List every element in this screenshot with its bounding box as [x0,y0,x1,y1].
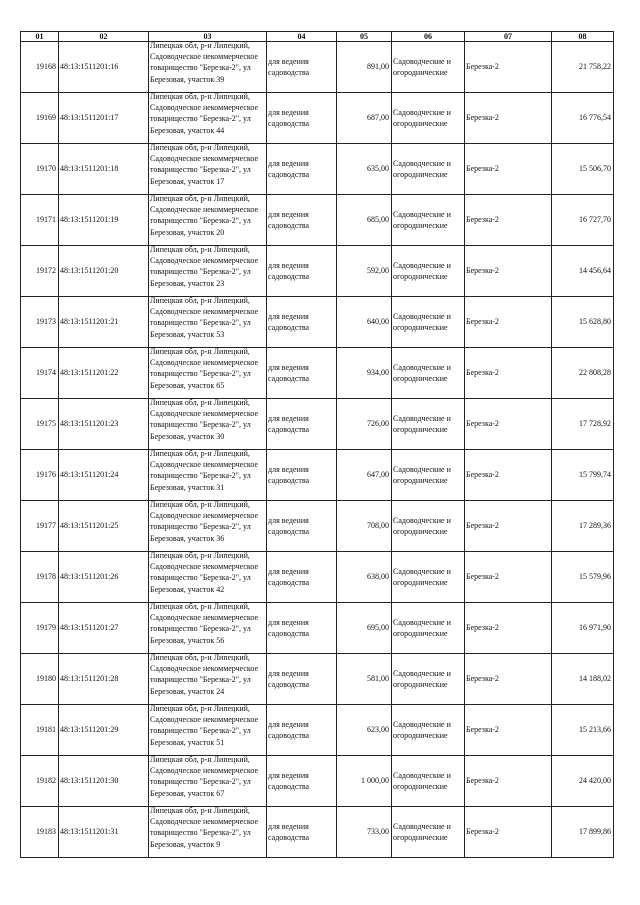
area-cell: 726,00 [337,399,392,450]
col-header-08: 08 [552,32,614,42]
cadastral-value-cell: 17 899,86 [552,807,614,858]
table-row [21,42,614,93]
row-number-cell: 19172 [21,246,59,297]
area-cell: 623,00 [337,705,392,756]
category-cell: Садоводческие и огороднические [392,246,465,297]
col-header-06: 06 [392,32,465,42]
register-sheet [20,31,613,858]
cadastral-value-cell: 21 758,22 [552,42,614,93]
col-header-04: 04 [267,32,337,42]
cadastral-number-cell: 48:13:1511201:21 [59,297,149,348]
row-number-cell: 19179 [21,603,59,654]
table-row [21,705,614,756]
cadastral-value-cell: 16 727,70 [552,195,614,246]
partnership-name-cell: Березка-2 [465,501,552,552]
permitted-use-cell: для ведения садоводства [267,42,337,93]
table-row [21,654,614,705]
area-cell: 592,00 [337,246,392,297]
category-cell: Садоводческие и огороднические [392,654,465,705]
cadastral-value-cell: 17 289,36 [552,501,614,552]
table-row [21,93,614,144]
cadastral-value-cell: 16 776,54 [552,93,614,144]
address-cell [149,144,267,195]
permitted-use-cell: для ведения садоводства [267,705,337,756]
cadastral-value-cell: 14 456,64 [552,246,614,297]
cadastral-value-cell: 15 506,70 [552,144,614,195]
partnership-name-cell: Березка-2 [465,450,552,501]
address-cell [149,654,267,705]
row-number-cell: 19169 [21,93,59,144]
address-text: Липецкая обл, р-н Липецкий, Садоводческое некоммерческое товарищество "Березка-2", ул Березовая, участок 65 [150,347,259,390]
address-cell [149,552,267,603]
cadastral-value-cell: 22 808,28 [552,348,614,399]
cadastral-value-cell: 15 799,74 [552,450,614,501]
table-row [21,552,614,603]
cadastral-number-cell: 48:13:1511201:31 [59,807,149,858]
address-text: Липецкая обл, р-н Липецкий, Садоводческое некоммерческое товарищество "Березка-2", ул Березовая, участок 42 [150,551,259,594]
partnership-name-cell: Березка-2 [465,144,552,195]
permitted-use-cell: для ведения садоводства [267,552,337,603]
category-cell: Садоводческие и огороднические [392,42,465,93]
address-text: Липецкая обл, р-н Липецкий, Садоводческое некоммерческое товарищество "Березка-2", ул Березовая, участок 53 [150,296,259,339]
table-row [21,246,614,297]
cadastral-number-cell: 48:13:1511201:26 [59,552,149,603]
area-cell: 733,00 [337,807,392,858]
cadastral-number-cell: 48:13:1511201:17 [59,93,149,144]
partnership-name-cell: Березка-2 [465,654,552,705]
area-cell: 1 000,00 [337,756,392,807]
address-text: Липецкая обл, р-н Липецкий, Садоводческое некоммерческое товарищество "Березка-2", ул Березовая, участок 23 [150,245,259,288]
cadastral-number-cell: 48:13:1511201:28 [59,654,149,705]
partnership-name-cell: Березка-2 [465,399,552,450]
address-cell [149,807,267,858]
address-text: Липецкая обл, р-н Липецкий, Садоводческое некоммерческое товарищество "Березка-2", ул Березовая, участок 51 [150,704,259,747]
address-cell [149,195,267,246]
cadastral-value-cell: 24 420,00 [552,756,614,807]
cadastral-number-cell: 48:13:1511201:25 [59,501,149,552]
permitted-use-cell: для ведения садоводства [267,807,337,858]
category-cell: Садоводческие и огороднические [392,297,465,348]
address-text: Липецкая обл, р-н Липецкий, Садоводческое некоммерческое товарищество "Березка-2", ул Березовая, участок 20 [150,194,259,237]
address-text: Липецкая обл, р-н Липецкий, Садоводческое некоммерческое товарищество "Березка-2", ул Березовая, участок 17 [150,143,259,186]
permitted-use-cell: для ведения садоводства [267,195,337,246]
row-number-cell: 19173 [21,297,59,348]
address-text: Липецкая обл, р-н Липецкий, Садоводческое некоммерческое товарищество "Березка-2", ул Березовая, участок 67 [150,755,259,798]
col-header-07: 07 [465,32,552,42]
address-cell [149,603,267,654]
table-row [21,297,614,348]
col-header-01: 01 [21,32,59,42]
table-row [21,399,614,450]
area-cell: 640,00 [337,297,392,348]
partnership-name-cell: Березка-2 [465,246,552,297]
address-cell [149,399,267,450]
category-cell: Садоводческие и огороднические [392,450,465,501]
cadastral-value-cell: 15 579,96 [552,552,614,603]
area-cell: 687,00 [337,93,392,144]
area-cell: 638,00 [337,552,392,603]
row-number-cell: 19174 [21,348,59,399]
permitted-use-cell: для ведения садоводства [267,246,337,297]
permitted-use-cell: для ведения садоводства [267,603,337,654]
land-plot-table [20,31,614,858]
address-text: Липецкая обл, р-н Липецкий, Садоводческое некоммерческое товарищество "Березка-2", ул Березовая, участок 56 [150,602,259,645]
cadastral-number-cell: 48:13:1511201:16 [59,42,149,93]
cadastral-number-cell: 48:13:1511201:22 [59,348,149,399]
area-cell: 581,00 [337,654,392,705]
area-cell: 891,00 [337,42,392,93]
partnership-name-cell: Березка-2 [465,807,552,858]
address-text: Липецкая обл, р-н Липецкий, Садоводческое некоммерческое товарищество "Березка-2", ул Березовая, участок 30 [150,398,259,441]
category-cell: Садоводческие и огороднические [392,348,465,399]
category-cell: Садоводческие и огороднические [392,399,465,450]
address-cell [149,246,267,297]
area-cell: 635,00 [337,144,392,195]
table-row [21,756,614,807]
row-number-cell: 19182 [21,756,59,807]
row-number-cell: 19175 [21,399,59,450]
partnership-name-cell: Березка-2 [465,552,552,603]
row-number-cell: 19168 [21,42,59,93]
category-cell: Садоводческие и огороднические [392,93,465,144]
partnership-name-cell: Березка-2 [465,348,552,399]
table-row [21,501,614,552]
area-cell: 934,00 [337,348,392,399]
partnership-name-cell: Березка-2 [465,705,552,756]
category-cell: Садоводческие и огороднические [392,705,465,756]
category-cell: Садоводческие и огороднические [392,603,465,654]
permitted-use-cell: для ведения садоводства [267,93,337,144]
table-row [21,144,614,195]
area-cell: 708,00 [337,501,392,552]
permitted-use-cell: для ведения садоводства [267,348,337,399]
address-text: Липецкая обл, р-н Липецкий, Садоводческое некоммерческое товарищество "Березка-2", ул Березовая, участок 36 [150,500,259,543]
address-text: Липецкая обл, р-н Липецкий, Садоводческое некоммерческое товарищество "Березка-2", ул Березовая, участок 44 [150,92,259,135]
category-cell: Садоводческие и огороднические [392,552,465,603]
partnership-name-cell: Березка-2 [465,603,552,654]
area-cell: 695,00 [337,603,392,654]
cadastral-value-cell: 17 728,92 [552,399,614,450]
address-text: Липецкая обл, р-н Липецкий, Садоводческое некоммерческое товарищество "Березка-2", ул Березовая, участок 9 [150,806,259,849]
cadastral-number-cell: 48:13:1511201:27 [59,603,149,654]
row-number-cell: 19171 [21,195,59,246]
row-number-cell: 19170 [21,144,59,195]
row-number-cell: 19177 [21,501,59,552]
col-header-05: 05 [337,32,392,42]
permitted-use-cell: для ведения садоводства [267,399,337,450]
partnership-name-cell: Березка-2 [465,756,552,807]
category-cell: Садоводческие и огороднические [392,756,465,807]
address-text: Липецкая обл, р-н Липецкий, Садоводческое некоммерческое товарищество "Березка-2", ул Березовая, участок 31 [150,449,259,492]
partnership-name-cell: Березка-2 [465,93,552,144]
cadastral-number-cell: 48:13:1511201:29 [59,705,149,756]
cadastral-number-cell: 48:13:1511201:20 [59,246,149,297]
address-cell [149,450,267,501]
cadastral-value-cell: 15 213,66 [552,705,614,756]
table-row [21,807,614,858]
address-cell [149,501,267,552]
row-number-cell: 19183 [21,807,59,858]
cadastral-value-cell: 14 188,02 [552,654,614,705]
cadastral-number-cell: 48:13:1511201:30 [59,756,149,807]
address-cell [149,42,267,93]
address-cell [149,93,267,144]
permitted-use-cell: для ведения садоводства [267,756,337,807]
address-text: Липецкая обл, р-н Липецкий, Садоводческое некоммерческое товарищество "Березка-2", ул Березовая, участок 24 [150,653,259,696]
partnership-name-cell: Березка-2 [465,195,552,246]
row-number-cell: 19176 [21,450,59,501]
category-cell: Садоводческие и огороднические [392,144,465,195]
permitted-use-cell: для ведения садоводства [267,297,337,348]
permitted-use-cell: для ведения садоводства [267,144,337,195]
table-row [21,603,614,654]
col-header-02: 02 [59,32,149,42]
cadastral-number-cell: 48:13:1511201:23 [59,399,149,450]
cadastral-number-cell: 48:13:1511201:19 [59,195,149,246]
category-cell: Садоводческие и огороднические [392,501,465,552]
table-row [21,195,614,246]
area-cell: 647,00 [337,450,392,501]
row-number-cell: 19178 [21,552,59,603]
address-cell [149,297,267,348]
cadastral-number-cell: 48:13:1511201:24 [59,450,149,501]
partnership-name-cell: Березка-2 [465,42,552,93]
address-cell [149,756,267,807]
address-cell [149,705,267,756]
row-number-cell: 19181 [21,705,59,756]
cadastral-value-cell: 15 628,80 [552,297,614,348]
col-header-03: 03 [149,32,267,42]
address-cell [149,348,267,399]
header-row [21,32,614,42]
permitted-use-cell: для ведения садоводства [267,450,337,501]
area-cell: 685,00 [337,195,392,246]
table-row [21,450,614,501]
cadastral-number-cell: 48:13:1511201:18 [59,144,149,195]
table-row [21,348,614,399]
permitted-use-cell: для ведения садоводства [267,654,337,705]
category-cell: Садоводческие и огороднические [392,195,465,246]
address-text: Липецкая обл, р-н Липецкий, Садоводческое некоммерческое товарищество "Березка-2", ул Березовая, участок 39 [150,41,259,84]
category-cell: Садоводческие и огороднические [392,807,465,858]
partnership-name-cell: Березка-2 [465,297,552,348]
cadastral-value-cell: 16 971,90 [552,603,614,654]
row-number-cell: 19180 [21,654,59,705]
table-body [21,42,614,858]
permitted-use-cell: для ведения садоводства [267,501,337,552]
